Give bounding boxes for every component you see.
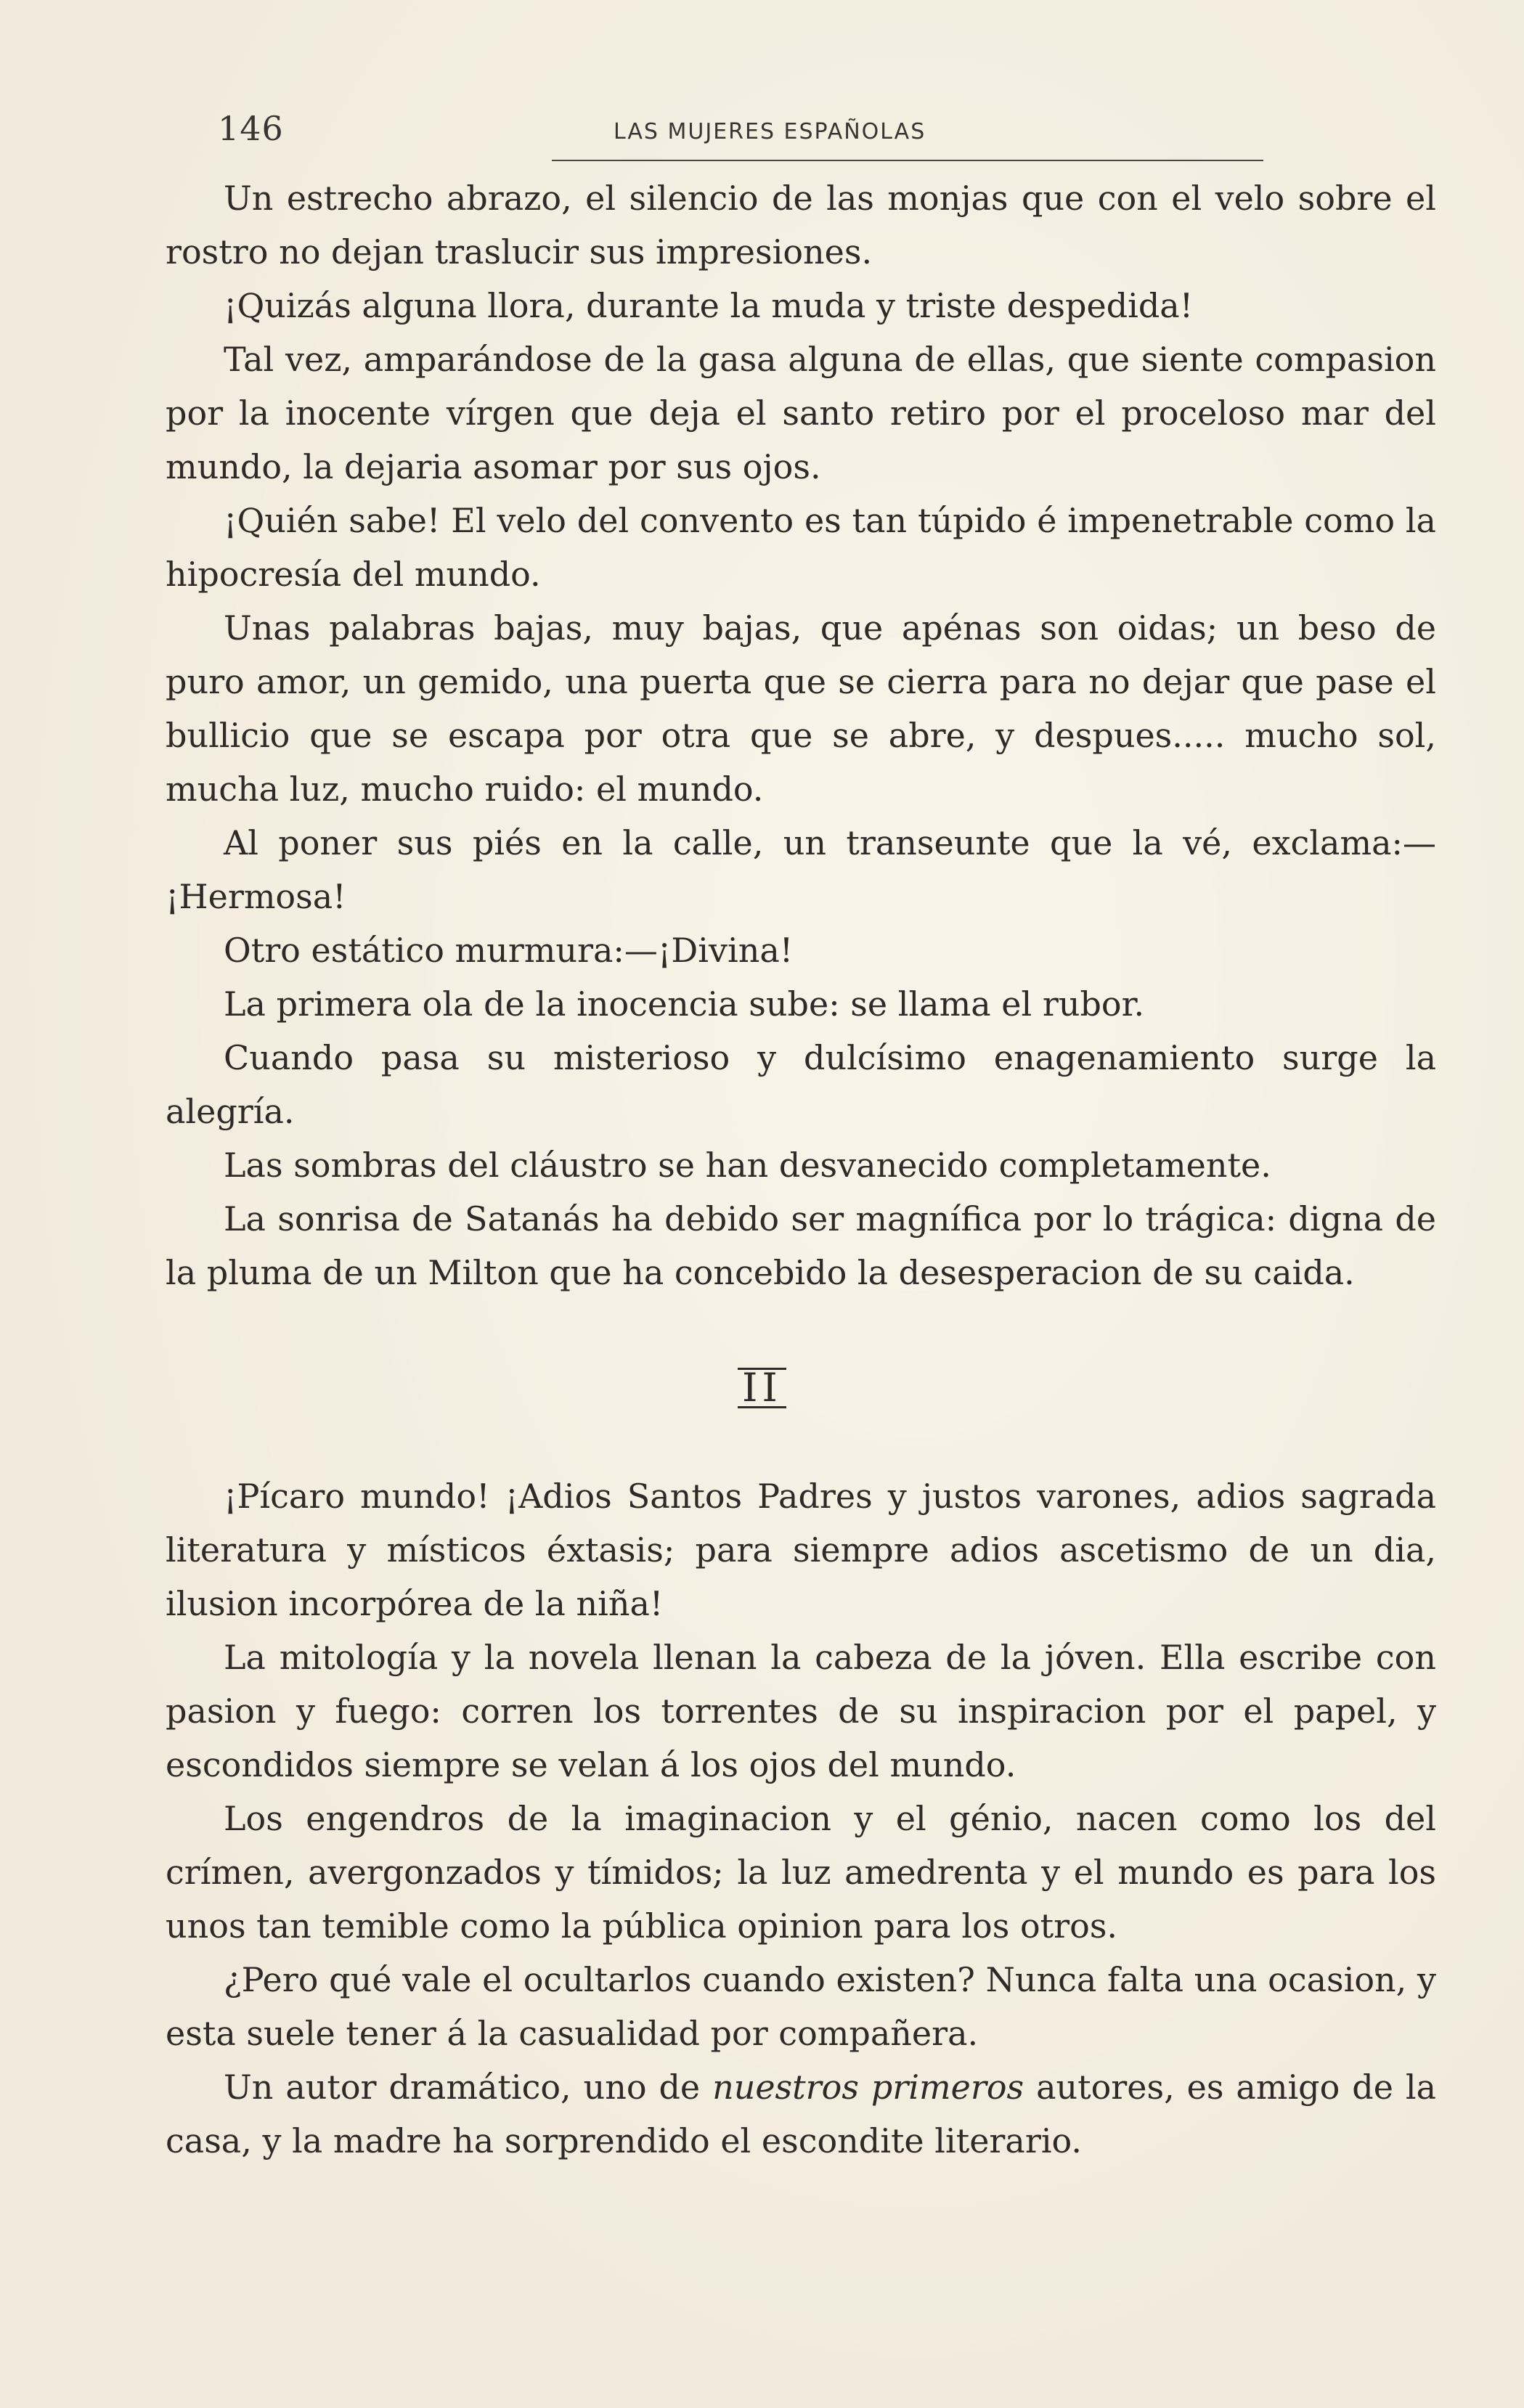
- running-title: LAS MUJERES ESPAÑOLAS: [614, 119, 926, 144]
- section-heading: [0, 1365, 1524, 1411]
- paragraph: ¡Quizás alguna llora, durante la muda y triste despedida!: [224, 286, 1194, 325]
- header-rule: [552, 160, 1263, 161]
- paragraph: Las sombras del cláustro se han desvanecido completamente.: [224, 1146, 1271, 1185]
- paragraph: Al poner sus piés en la calle, un transeunte que la vé, exclama:—¡Hermosa!: [166, 823, 1436, 916]
- paragraph: ¡Pícaro mundo! ¡Adios Santos Padres y justos varones, adios sagrada literatura y místicos éxtasis; para siempre adios ascetismo de un dia, ilusion incorpórea de la niña!: [166, 1477, 1436, 1623]
- section-numeral: II: [738, 1368, 786, 1408]
- paragraph: La sonrisa de Satanás ha debido ser magnífica por lo trágica: digna de la pluma de un Milton que ha concebido la desesperacion de su caida.: [166, 1199, 1436, 1292]
- paragraph: Otro estático murmura:—¡Divina!: [224, 931, 794, 970]
- paragraph: Tal vez, amparándose de la gasa alguna de ellas, que siente compasion por la inocente vírgen que deja el santo retiro por el proceloso mar del mundo, la dejaria asomar por sus ojos.: [166, 340, 1436, 486]
- paragraph: [166, 2060, 1436, 2168]
- page-header: [218, 109, 1263, 152]
- paragraph: La primera ola de la inocencia sube: se llama el rubor.: [224, 984, 1145, 1024]
- paragraph: Cuando pasa su misterioso y dulcísimo enagenamiento surge la alegría.: [166, 1038, 1436, 1131]
- text-run: autores, es amigo de la casa, y la madre ha sorprendido el escondite literario.: [166, 2068, 1436, 2160]
- paragraph: Unas palabras bajas, muy bajas, que apénas son oidas; un beso de puro amor, un gemido, una puerta que se cierra para no dejar que pase el bullicio que se escapa por otra que se abre, y despues..... mucho sol, mucha luz, mucho ruido: el mundo.: [166, 608, 1436, 809]
- italic-emphasis: nuestros primeros: [712, 2068, 1024, 2107]
- paragraph: ¡Quién sabe! El velo del convento es tan túpido é impenetrable como la hipocresía del mundo.: [166, 501, 1436, 594]
- page-number: 146: [218, 109, 284, 148]
- section-2-body: [166, 1469, 1436, 2168]
- paragraph: Los engendros de la imaginacion y el génio, nacen como los del crímen, avergonzados y tímidos; la luz amedrenta y el mundo es para los unos tan temible como la pública opinion para los otros.: [166, 1799, 1436, 1946]
- paragraph: La mitología y la novela llenan la cabeza de la jóven. Ella escribe con pasion y fuego: corren los torrentes de su inspiracion por el papel, y escondidos siempre se velan á los ojos del mundo.: [166, 1638, 1436, 1784]
- paragraph: ¿Pero qué vale el ocultarlos cuando existen? Nunca falta una ocasion, y esta suele tener á la casualidad por compañera.: [166, 1960, 1436, 2053]
- section-1-body: [166, 171, 1436, 1299]
- paragraph: Un estrecho abrazo, el silencio de las monjas que con el velo sobre el rostro no dejan traslucir sus impresiones.: [166, 179, 1436, 272]
- text-run: Un autor dramático, uno de: [224, 2068, 713, 2107]
